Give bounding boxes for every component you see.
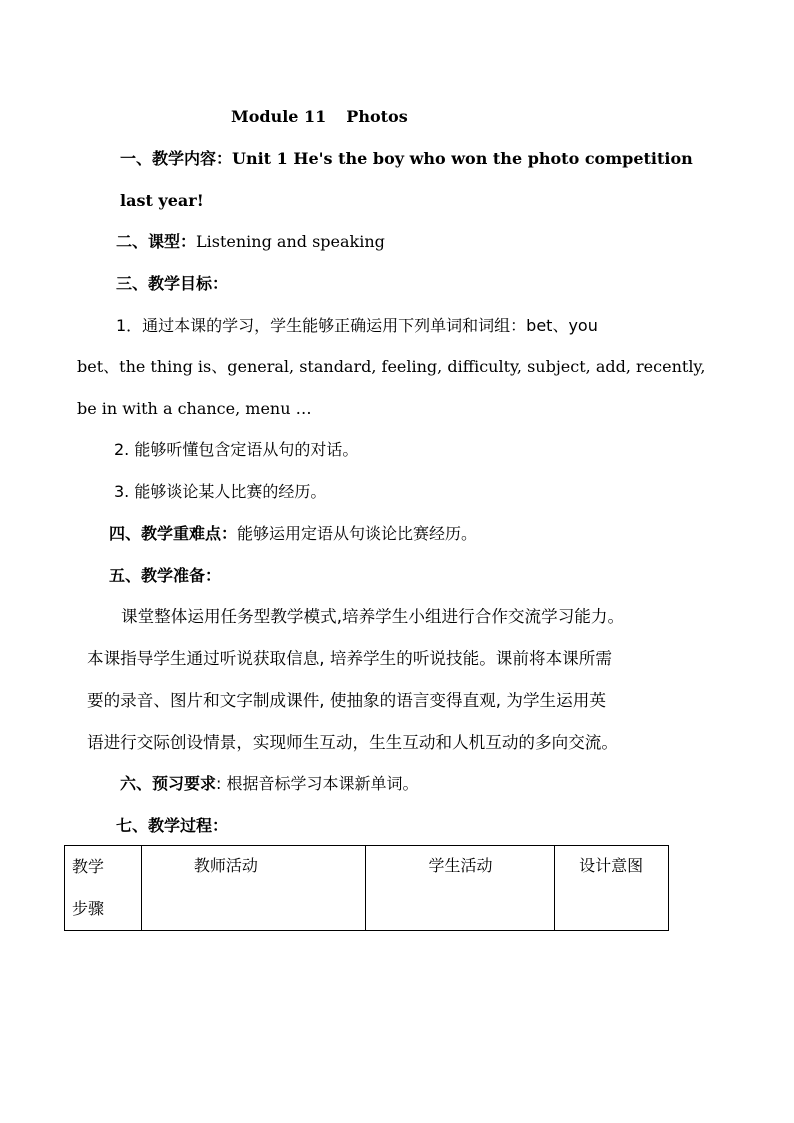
- table-header-cell: [141, 846, 366, 931]
- header-design-intent: 设计意图: [579, 856, 644, 875]
- section-preview: [120, 774, 419, 794]
- preparation-line-2: 本课指导学生通过听说获取信息, 培养学生的听说技能。课前将本课所需: [87, 649, 612, 668]
- table-header-cell: [65, 846, 142, 931]
- section-label: 二、课型：: [116, 232, 197, 251]
- objective-1-line-3: be in with a chance, menu …: [77, 399, 312, 418]
- section-preparation-heading: 五、教学准备：: [109, 566, 222, 585]
- section-lesson-type: [116, 232, 385, 252]
- document-title: [231, 107, 408, 127]
- section-label: 一、教学内容：: [120, 149, 233, 168]
- header-steps: 教学步骤: [72, 857, 105, 918]
- section-objectives-heading: 三、教学目标：: [116, 274, 229, 293]
- section-key-points: [109, 524, 477, 544]
- preparation-line-3: 要的录音、图片和文字制成课件, 使抽象的语言变得直观, 为学生运用英: [87, 691, 606, 710]
- section-content-cont: last year!: [120, 191, 204, 210]
- section-label: 六、预习要求: [120, 774, 217, 793]
- table-header-row: [65, 846, 669, 931]
- section-label: 四、教学重难点：: [109, 524, 238, 543]
- table-header-cell: [366, 846, 555, 931]
- section-text: Listening and speaking: [196, 232, 385, 251]
- section-process-heading: 七、教学过程：: [116, 816, 229, 835]
- preparation-line-1: 课堂整体运用任务型教学模式,培养学生小组进行合作交流学习能力。: [121, 607, 625, 626]
- module-number: Module 11: [231, 107, 327, 126]
- table-header-cell: [555, 846, 669, 931]
- section-text: Unit 1 He's the boy who won the photo competition: [232, 149, 693, 168]
- objective-2: 2. 能够听懂包含定语从句的对话。: [114, 440, 359, 459]
- objective-3: 3. 能够谈论某人比赛的经历。: [114, 482, 327, 501]
- process-table: [64, 845, 669, 931]
- header-teacher-activity: 教师活动: [193, 856, 258, 875]
- module-topic: Photos: [346, 107, 408, 126]
- section-content: [120, 149, 693, 169]
- section-text: 能够运用定语从句谈论比赛经历。: [237, 524, 478, 543]
- objective-1-line-1: 1．通过本课的学习，学生能够正确运用下列单词和词组：bet、you: [116, 316, 598, 335]
- section-text: : 根据音标学习本课新单词。: [216, 774, 419, 793]
- preparation-line-4: 语进行交际创设情景，实现师生互动，生生互动和人机互动的多向交流。: [87, 733, 618, 752]
- objective-1-line-2: bet、the thing is、general, standard, feeling, difficulty, subject, add, recently,: [77, 357, 706, 376]
- header-student-activity: 学生活动: [428, 856, 493, 875]
